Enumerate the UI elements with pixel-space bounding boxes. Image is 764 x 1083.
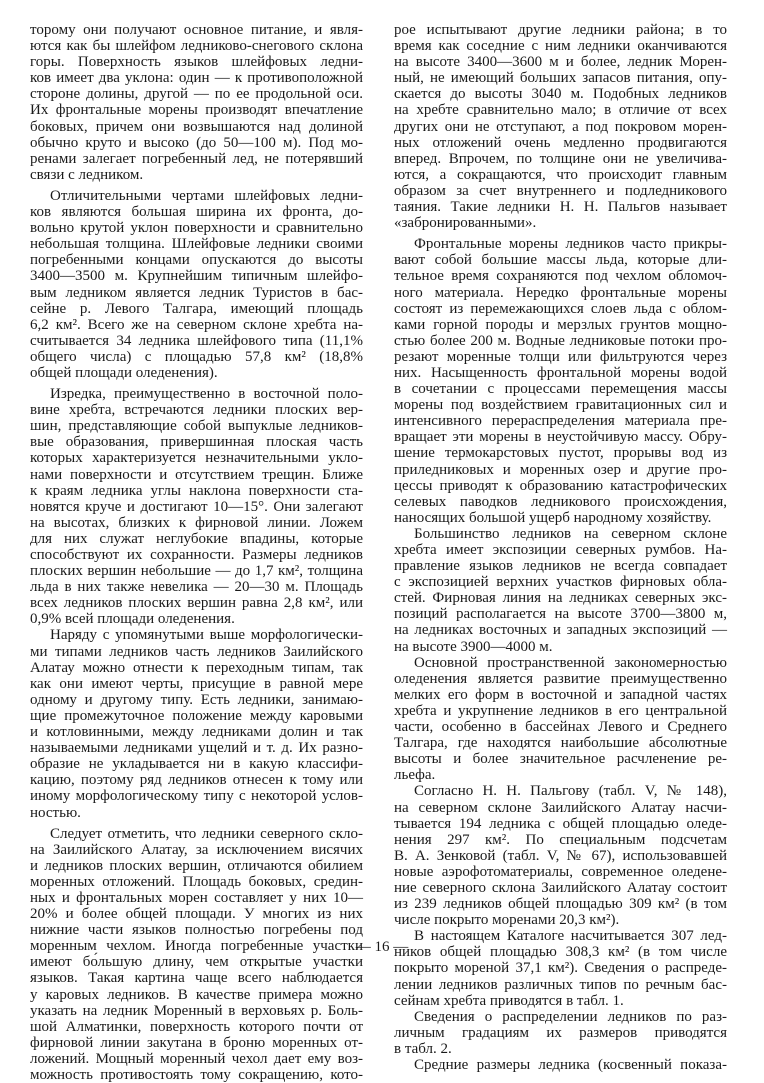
text-line: стью более 200 м. Водные ледниковые потоки про-	[394, 332, 727, 349]
text-line: Основной пространственной закономерностью	[414, 654, 727, 671]
text-line: ются, а сокращаются, что происходит главным	[394, 166, 727, 183]
text-line: нения 297 км². По специальным подсчетам	[394, 831, 727, 848]
text-line: числе покрыто моренами 20,3 км²).	[394, 912, 620, 929]
text-line: стей. Фирновая линия на ледниках северных экс-	[394, 590, 727, 607]
text-line: высоты и более значительное расчленение ре-	[394, 751, 727, 768]
text-line: ложений. Мощный моренный чехол дает ему воз-	[30, 1050, 363, 1067]
text-line: наносящих большой ущерб народному хозяйству.	[394, 509, 712, 526]
text-line: с экспозицией верхних участков фирновых обла-	[394, 574, 727, 591]
text-line: и ледников плоских вершин, отличаются обилием	[30, 857, 363, 874]
right-column	[394, 22, 727, 1073]
text-line: Сведения о распределении ледников по раз-	[414, 1008, 727, 1025]
text-line: «забронированными».	[394, 215, 537, 232]
text-line: цессы приводят к образованию катастрофических	[394, 477, 727, 494]
text-line: в сочетании с процессами перемещения массы	[394, 381, 727, 398]
text-line: боковых, причем они возвышаются над долиной	[30, 118, 363, 135]
text-line: обычно круто и высоко (до 50—100 м). Под мо-	[30, 134, 363, 151]
text-line: тельное время сохраняются под чехлом обломоч-	[394, 268, 727, 285]
text-line: можность противостоять тому сокращению, кото-	[30, 1067, 363, 1083]
text-line: на высоте 3900—4000 м.	[394, 638, 553, 655]
text-line: позиций располагается на высоте 3700—3800 м,	[394, 606, 727, 623]
text-line: приледниковых и моренных озер и другие про-	[394, 461, 727, 478]
text-line: у каровых ледников. В качестве примера можно	[30, 986, 363, 1003]
text-line: как они имеют черты, присущие в равной мере	[30, 675, 363, 692]
text-line: состоят из перемежающихся слоев льда с облом-	[394, 300, 727, 317]
text-line: горы. Поверхность языков шлейфовых ледни-	[30, 54, 363, 71]
text-line: к краям ледника углы наклона поверхности ста-	[30, 482, 363, 499]
text-line: которых характеризуется незначительными укло-	[30, 450, 363, 467]
text-line: фирновой линии закутана в броню моренных от-	[30, 1034, 363, 1051]
text-line: погребенными концами опускаются до высоты	[30, 252, 363, 269]
text-line: общего числа) с площадью 57,8 км² (18,8%	[30, 348, 363, 365]
text-line: других они не отступают, а под покровом морен-	[394, 118, 727, 135]
text-line: стороне долины, другой — по ее продольной оси.	[30, 86, 363, 103]
text-line: интенсивного перераспределения материала пре-	[394, 413, 727, 430]
text-line: скается до высоты 3040 м. Подобных ледников	[394, 86, 727, 103]
text-line: нижние части языков полностью погребены под	[30, 922, 363, 939]
text-line: шение термокарстовых пустот, прорывы вод из	[394, 445, 727, 462]
text-line: части, особенно в бассейнах Левого и Среднего	[394, 719, 727, 736]
text-line: небольшая толщина. Шлейфовые ледники своими	[30, 236, 363, 253]
text-line: всех ледников плоских вершин равна 2,8 км², или	[30, 595, 363, 612]
text-line: ных отложений очень медленно продвигаются	[394, 134, 727, 151]
text-line: называемыми ледниками ущелий и т. д. Их разно-	[30, 740, 363, 757]
text-line: ный, не имеющий больших запасов питания, опу-	[394, 70, 727, 87]
text-line: связи с ледником.	[30, 166, 144, 183]
text-line: ных и фронтальных морен составляет у них 10—	[30, 889, 363, 906]
text-line: покрыто мореной 37,1 км²). Сведения о распреде-	[394, 960, 727, 977]
text-line: сейнам хребта приводятся в табл. 1.	[394, 992, 624, 1009]
text-line: языков. Такая картина чаще всего наблюдается	[30, 970, 363, 987]
text-line: одному и другому типу. Есть ледники, занимаю-	[30, 691, 363, 708]
text-line: указать на ледник Моренный в верховьях р. Боль-	[30, 1002, 363, 1019]
text-line: нами поверхности и отсутствием трещин. Ближе	[30, 466, 363, 483]
text-line: ного материала. Нередко фронтальные морены	[394, 284, 727, 301]
text-line: таяния. Такие ледники Н. Н. Пальгов называет	[394, 199, 727, 216]
text-line: шой Алматинки, поверхность которого почти от	[30, 1018, 363, 1035]
text-line: ми типами ледников часть ледников Заилийского	[30, 643, 363, 660]
text-line: ние северного склона Заилийского Алатау состоит	[394, 879, 727, 896]
text-line: ются как бы шлейфом ледниково-снегового склона	[30, 38, 363, 55]
left-column	[30, 22, 363, 1083]
text-line: на высотах, близких к фирновой линии. Ложем	[30, 514, 363, 531]
text-line: ностью.	[30, 804, 81, 821]
text-line: на хребте сравнительно мало; в отличие от всех	[394, 102, 727, 119]
text-line: личным градациям их размеров приводятся	[394, 1024, 727, 1041]
text-line: на Заилийского Алатау, за исключением висячих	[30, 841, 363, 858]
text-line: 6,2 км². Всего же на северном склоне хребта на-	[30, 316, 363, 333]
text-line: В настоящем Каталоге насчитывается 307 лед-	[414, 928, 727, 945]
text-line: хребта имеет экспозиции северных румбов. На-	[394, 542, 727, 558]
text-line: ников общей площадью 308,3 км² (в том числе	[394, 944, 727, 961]
text-line: вают собой большие массы льда, которые дли-	[394, 252, 727, 269]
text-line: торому они получают основное питание, и явля-	[30, 22, 363, 38]
text-line: вольно крутой уклон поверхности и сравнительно	[30, 220, 363, 237]
text-line: 0,9% всей площади оледенения.	[30, 611, 235, 628]
text-line: на северном склоне Заилийского Алатау насчи-	[394, 799, 727, 816]
text-line: плоских вершин небольшие — до 1,7 км², толщина	[30, 563, 363, 580]
text-line: хребта и укрупнение ледников в его центральной	[394, 702, 727, 719]
text-line: тывается 194 ледника с общей площадью оледе-	[394, 815, 727, 832]
text-line: льефа.	[394, 767, 436, 784]
text-line: морены под воздействием гравитационных сил и	[394, 397, 727, 414]
text-line: образом за счет внутреннего и подледникового	[394, 182, 727, 199]
text-line: считывается 34 ледника шлейфового типа (11,1%	[30, 332, 363, 349]
text-line: Следует отметить, что ледники северного скло-	[50, 825, 363, 842]
text-line: новятся круче и достигают 10—15°. Они залегают	[30, 498, 363, 515]
text-line: кацию, поэтому ряд ледников отнесен к тому или	[30, 772, 363, 789]
text-line: них. Насыщенность фронтальной морены водой	[394, 364, 727, 381]
text-line: образие не укладывается ни в какую классифи-	[30, 756, 363, 773]
text-line: ками горной породы и мерзлых грунтов мощно-	[394, 316, 727, 333]
text-line: Талгара, где находятся наибольшие абсолютные	[394, 735, 727, 752]
text-line: и котловинными, между ледниками долин и так	[30, 724, 363, 741]
text-line: Отличительными чертами шлейфовых ледни-	[50, 187, 363, 204]
text-line: способствуют их сохранности. Размеры ледников	[30, 547, 363, 563]
text-line: вперед. Впрочем, по толщине они не увеличива-	[394, 150, 727, 167]
text-line: ков имеет два уклона: один — к противоположной	[30, 70, 363, 87]
text-line: иному морфологическому типу с некоторой услов-	[30, 788, 363, 805]
text-line: на высоте 3400—3600 м и более, ледник Морен-	[394, 54, 727, 71]
text-line: вые образования, привершинная плоская часть	[30, 434, 363, 451]
text-line: Наряду с упомянутыми выше морфологически-	[50, 627, 363, 644]
text-line: сейне р. Левого Талгара, имеющий площадь	[30, 300, 363, 317]
text-line: Их фронтальные морены производят впечатление	[30, 102, 363, 119]
text-line: на ледниках восточных и западных экспозиций —	[394, 622, 727, 639]
text-line: имеют бо́льшую длину, чем открытые участки	[30, 954, 363, 971]
text-line: 3400—3500 м. Крупнейшим типичным шлейфо-	[30, 268, 363, 285]
text-line: В. А. Зенковой (табл. V, № 67), использовавшей	[394, 847, 727, 864]
text-line: новые аэрофотоматериалы, современное оледене-	[394, 863, 727, 880]
text-line: Большинство ледников на северном склоне	[414, 525, 727, 542]
text-line: в табл. 2.	[394, 1040, 452, 1057]
text-line: моренным чехлом. Иногда погребенные участки	[30, 938, 363, 955]
text-line: щие промежуточное положение между каровыми	[30, 707, 363, 724]
text-line: резают моренные толщи или фильтруются через	[394, 348, 727, 365]
text-line: для них служат неглубокие впадины, которые	[30, 530, 363, 547]
text-line: моренных отложений. Площадь боковых, средин-	[30, 873, 363, 890]
text-line: лении ледников различных типов по речным бас-	[394, 976, 727, 993]
text-line: Фронтальные морены ледников часто прикры-	[414, 236, 727, 253]
text-line: вращает эти морены в неустойчивую массу. Обру-	[394, 429, 727, 446]
text-line: ков являются большая ширина их фронта, до-	[30, 204, 363, 221]
text-line: рое испытывают другие ледники района; в то	[394, 22, 727, 38]
page-number: — 16 —	[355, 939, 409, 955]
text-line: 20% и более общей площади. У многих из них	[30, 906, 363, 923]
text-line: вине хребта, встречаются ледники плоских вер-	[30, 402, 363, 419]
text-line: Изредка, преимущественно в восточной поло-	[50, 386, 363, 403]
text-line: льда в них также невелика — 20—30 м. Площадь	[30, 579, 363, 596]
text-line: шин, представляющие собой выпуклые ледников-	[30, 418, 363, 435]
text-line: ренами залегает погребенный лед, не потерявший	[30, 150, 363, 167]
text-line: правление языков ледников не всегда совпадает	[394, 558, 727, 575]
text-line: Алатау можно отнести к переходным типам, так	[30, 659, 363, 676]
text-line: общей площади оледенения).	[30, 364, 218, 381]
text-line: оледенения является развитие преимущественно	[394, 670, 727, 687]
text-line: Средние размеры ледника (косвенный показа-	[414, 1057, 727, 1073]
text-line: вым ледником является ледник Туристов в бас-	[30, 284, 363, 301]
text-line: мелких его форм в восточной и западной частях	[394, 686, 727, 703]
text-line: Согласно Н. Н. Пальгову (табл. V, № 148),	[414, 783, 727, 800]
text-line: селевых паводков ледникового происхождения,	[394, 493, 727, 510]
text-line: из 239 ледников общей площадью 309 км² (в том	[394, 896, 727, 913]
text-line: время как соседние с ним ледники оканчиваются	[394, 38, 727, 55]
